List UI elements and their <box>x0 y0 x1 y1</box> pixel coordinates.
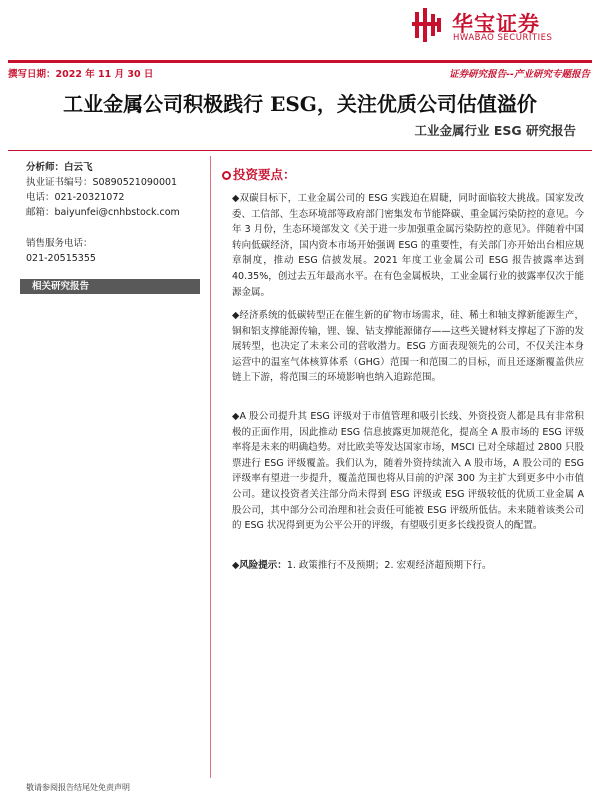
analyst-license: 执业证书编号：S0890521090001 <box>26 177 178 188</box>
analyst-name: 分析师：白云飞 <box>26 162 93 173</box>
ring-icon <box>222 171 231 180</box>
investment-heading <box>222 165 296 183</box>
brand-logo <box>412 8 592 44</box>
analyst-phone: 电话：021-20321072 <box>26 192 125 203</box>
page-title: 工业金属公司积极践行 ESG，关注优质公司估值溢价 <box>63 92 537 116</box>
related-reports-header: 相关研究报告 <box>20 279 200 294</box>
header-rule <box>8 60 592 63</box>
analyst-sidebar <box>26 160 201 266</box>
risk-text: 1. 政策推行不及预期；2. 宏观经济超预期下行。 <box>286 560 492 571</box>
disclaimer-footer: 敬请参阅报告结尾处免责声明 <box>26 783 130 792</box>
report-date: 撰写日期：2022 年 11 月 30 日 <box>8 69 154 80</box>
risk-warning <box>232 558 584 574</box>
sales-phone: 021-20515355 <box>26 253 96 264</box>
title-rule <box>8 150 592 151</box>
column-divider <box>210 156 211 778</box>
risk-label: ◆风险提示： <box>232 560 287 571</box>
brand-name-cn: 华宝证券 <box>452 12 540 36</box>
sales-label: 销售服务电话： <box>26 238 93 249</box>
analyst-email: 邮箱：baiyunfei@cnhbstock.com <box>26 207 180 218</box>
report-type: 证券研究报告--产业研究专题报告 <box>449 69 590 80</box>
brand-name-en: HWABAO SECURITIES <box>453 33 553 43</box>
brand-mark-icon <box>412 8 444 42</box>
paragraph-3: ◆A 股公司提升其 ESG 评级对于市值管理和吸引长线、外资投资人都是具有非常积极的正面作用，因此推动 ESG 信息披露更加规范化，提高全 A 股市场的 ESG 评级率将是未来的明确趋势。对比欧美等发达国家市场，MSCI 已对全球超过 2800 只股票进行 ESG 评级覆盖。我们认为，随着外资持续流入 A 股市场，A 股公司的 ESG 评级率有望进一步提升，覆盖范围也将从目前的沪深 300 为主扩大到更多中小市值公司。建议投资者关注部分尚未得到 ESG 评级或 ESG 评级较低的优质工业金属 A 股公司，其中部分公司治理和社会责任可能被 ESG 评级所低估。未来随着该类公司的 ESG 状况得到更为公平公开的评级，有望吸引更多长线投资人的配置。 <box>232 411 584 532</box>
investment-heading-text: 投资要点： <box>233 167 296 182</box>
page-subtitle: 工业金属行业 ESG 研究报告 <box>414 123 576 138</box>
paragraph-1: ◆双碳目标下，工业金属公司的 ESG 实践迫在眉睫，同时面临较大挑战。国家发改委、工信部、生态环境部等政府部门密集发布节能降碳、重金属污染防控的意见。今年 3 月份，生态环境部发文《关于进一步加强重金属污染防控的意见》。伴随着中国转向低碳经济，国内资本市场开始强调 ESG 的重要性，有关部门亦开始出台相应规章制度，推动 ESG 信披发展。2021 年度工业金属公司 ESG 报告披露率达到 40.35%，创过去五年最高水平。在有色金属板块，工业金属行业的披露率仅次于能源金属。 <box>232 193 584 298</box>
paragraph-2: ◆经济系统的低碳转型正在催生新的矿物市场需求，硅、稀土和轴支撑新能源生产，铜和铝支撑能源传输，锂、镍、钴支撑能源储存——这些关键材料支撑起了下游的发展转型，也决定了未来公司的营收潜力。ESG 方面表现领先的公司，不仅关注本身运营中的温室气体核算体系（GHG）范围一和范围二的目标，而且还逐渐覆盖供应链上下游，将范围三的环境影响也纳入追踪范围。 <box>232 310 584 384</box>
